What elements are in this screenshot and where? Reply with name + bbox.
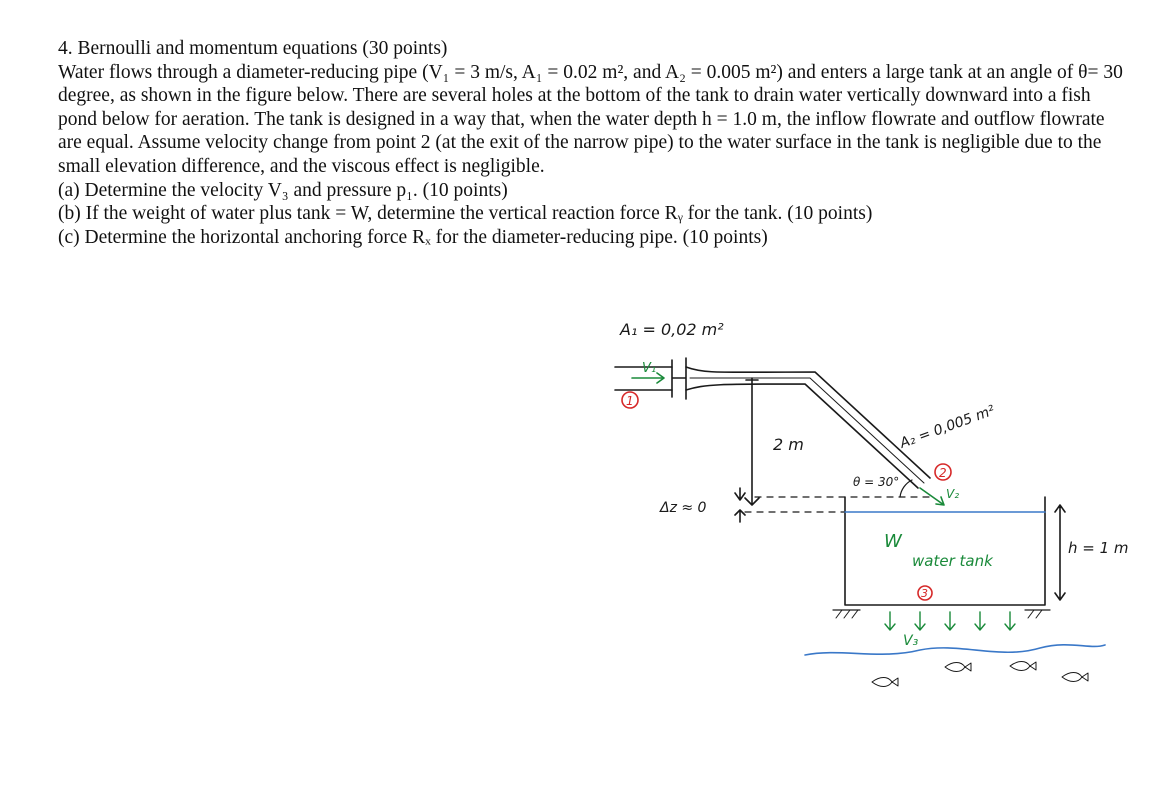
v3-label: V₃	[903, 633, 919, 649]
problem-paragraph: Water flows through a diameter-reducing pipe (V₁ = 3 m/s, A₁ = 0.02 m², and A₂ = 0.005 m²) and enters a large tank at an angle of θ= 30 degree, as shown in the figure below. There are several holes at the bottom of the tank to drain water vertically downward into a fish pond below for aeration. The tank is designed in a way that, when the water depth h = 1.0 m, the inflow flowrate and outflow flowrate are equal. Assume velocity change from point 2 (at the exit of the narrow pipe) to the water surface in the tank is negligible due to the small elevation difference, and the viscous effect is negligible.	[58, 61, 1123, 177]
dz-label: Δz ≈ 0	[660, 500, 707, 516]
part-c: (c) Determine the horizontal anchoring force Rₓ for the diameter-reducing pipe. (10 points)	[58, 226, 768, 248]
part-b: (b) If the weight of water plus tank = W, determine the vertical reaction force Rᵧ for the tank. (10 points)	[58, 203, 873, 225]
narrow-pipe-mid	[690, 378, 924, 483]
tank-label: water tank	[912, 552, 993, 570]
point-3-label: 3	[921, 587, 928, 600]
v1-label: V₁	[642, 361, 657, 376]
problem-title: 4. Bernoulli and momentum equations (30 points)	[58, 38, 448, 59]
pond-surface	[805, 645, 1105, 655]
fish-icon	[945, 663, 971, 672]
drain-arrows	[885, 612, 1015, 630]
water-tank	[845, 497, 1045, 605]
a2-label: A₂ = 0,005 m²	[897, 402, 997, 452]
problem-text	[58, 37, 1128, 249]
pipe-flange	[672, 358, 686, 399]
dz-dimension	[735, 488, 745, 522]
depth-label: h = 1 m	[1068, 539, 1129, 557]
pipe-tank-figure	[560, 300, 1129, 700]
height-label: 2 m	[773, 435, 804, 454]
v2-label: V₂	[946, 487, 960, 501]
narrow-pipe-top	[686, 367, 930, 478]
point-1-label: 1	[626, 394, 634, 408]
a1-label: A₁ = 0,02 m²	[620, 320, 724, 339]
theta-label: θ = 30°	[853, 475, 900, 489]
height-dimension	[745, 378, 759, 505]
fish-icon	[1062, 673, 1088, 682]
point-2-label: 2	[939, 466, 947, 480]
depth-dimension	[1055, 505, 1065, 600]
fish-icon	[1010, 662, 1036, 671]
weight-label: W	[884, 531, 902, 552]
fish-icon	[872, 678, 898, 687]
part-a: (a) Determine the velocity V₃ and pressure p₁. (10 points)	[58, 179, 508, 201]
theta-arc	[900, 480, 912, 497]
